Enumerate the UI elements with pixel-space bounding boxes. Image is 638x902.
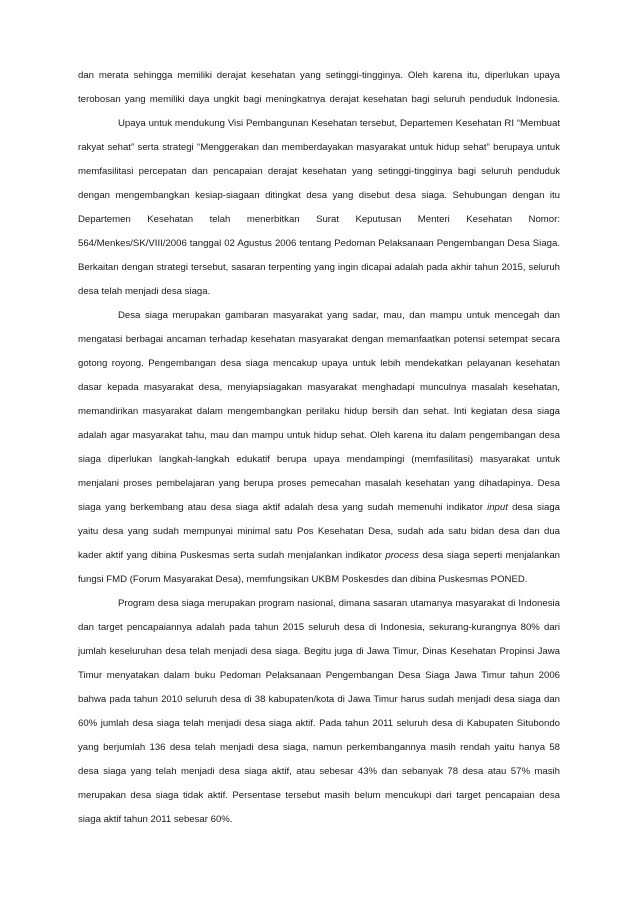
text-line: adalah agar masyarakat tahu, mau dan mampu untuk hidup sehat. Oleh karena itu dalam pengembangan desa <box>78 430 560 441</box>
text-line: memandirikan masyarakat dalam mengembangkan perilaku hidup bersih dan sehat. Inti kegiatan desa siaga <box>78 406 560 417</box>
document-page <box>78 64 560 832</box>
text-line: siaga aktif tahun 2011 sebesar 60%. <box>78 814 233 825</box>
text-segment: kader aktif yang dibina Puskesmas serta sudah menjalankan indikator <box>78 550 386 561</box>
text-segment: desa siaga <box>507 502 560 513</box>
text-line: terobosan yang memiliki daya ungkit bagi meningkatnya derajat kesehatan bagi seluruh penduduk Indonesia. <box>78 94 560 105</box>
text-line <box>78 544 560 568</box>
italic-term: process <box>385 550 419 561</box>
text-line: fungsi FMD (Forum Masyarakat Desa), memfungsikan UKBM Poskesdes dan dibina Puskesmas PONED. <box>78 574 528 585</box>
text-line: yaitu desa yang sudah mempunyai minimal satu Pos Kesehatan Desa, sudah ada satu bidan desa dan dua <box>78 526 560 537</box>
text-segment: siaga yang berkembang atau desa siaga aktif adalah desa yang sudah memenuhi indikator <box>78 502 488 513</box>
text-line: jumlah keseluruhan desa telah menjadi desa siaga. Begitu juga di Jawa Timur, Dinas Kesehatan Propinsi Jawa <box>78 646 560 657</box>
text-line: desa siaga yang telah menjadi desa siaga aktif, atau sebesar 43% dan sebanyak 78 desa atau 57% masih <box>78 766 560 777</box>
text-line: Departemen Kesehatan telah menerbitkan Surat Keputusan Menteri Kesehatan Nomor: <box>78 214 560 225</box>
text-line: dengan mengembangkan kesiap-siagaan ditingkat desa yang disebut desa siaga. Sehubungan dengan itu <box>78 190 560 201</box>
text-line <box>78 496 560 520</box>
text-line: mengatasi berbagai ancaman terhadap kesehatan masyarakat dengan memanfaatkan potensi setempat secara <box>78 334 560 345</box>
text-line: merupakan desa siaga tidak aktif. Persentase tersebut masih belum mencukupi dari target pencapaian desa <box>78 790 560 801</box>
italic-term: input <box>487 502 508 513</box>
text-line: yang berjumlah 136 desa telah menjadi desa siaga, namun perkembangannya masih rendah yaitu hanya 58 <box>78 742 560 753</box>
text-line: memfasilitasi percepatan dan pencapaian derajat kesehatan yang setinggi-tingginya bagi seluruh penduduk <box>78 166 560 177</box>
text-line: Timur menyatakan dalam buku Pedoman Pelaksanaan Pengembangan Desa Siaga Jawa Timur tahun 2006 <box>78 670 560 681</box>
text-segment: desa siaga seperti menjalankan <box>418 550 560 561</box>
text-line: dan merata sehingga memiliki derajat kesehatan yang setinggi-tingginya. Oleh karena itu, diperlukan upaya <box>78 70 560 81</box>
text-line: rakyat sehat” serta strategi “Menggerakan dan memberdayakan masyarakat untuk hidup sehat” berupaya untuk <box>78 142 560 153</box>
text-line: desa telah menjadi desa siaga. <box>78 286 211 297</box>
text-line: Berkaitan dengan strategi tersebut, sasaran terpenting yang ingin dicapai adalah pada akhir tahun 2015, seluruh <box>78 262 560 273</box>
text-line: bahwa pada tahun 2010 seluruh desa di 38 kabupaten/kota di Jawa Timur harus sudah menjadi desa siaga dan <box>78 694 560 705</box>
text-line: menjalani proses pembelajaran yang berupa proses pemecahan masalah kesehatan yang dihadapinya. Desa <box>78 478 560 489</box>
text-line: 564/Menkes/SK/VIII/2006 tanggal 02 Agustus 2006 tentang Pedoman Pelaksanaan Pengembangan Desa Siaga. <box>78 238 560 249</box>
text-line: 60% jumlah desa siaga telah menjadi desa siaga aktif. Pada tahun 2011 seluruh desa di Kabupaten Situbondo <box>78 718 560 729</box>
text-line: Program desa siaga merupakan program nasional, dimana sasaran utamanya masyarakat di Indonesia <box>118 598 560 609</box>
text-line: gotong royong. Pengembangan desa siaga mencakup upaya untuk lebih mendekatkan pelayanan kesehatan <box>78 358 560 369</box>
text-line: dan target pencapaiannya adalah pada tahun 2015 seluruh desa di Indonesia, sekurang-kurangnya 80% dari <box>78 622 560 633</box>
text-line: Desa siaga merupakan gambaran masyarakat yang sadar, mau, dan mampu untuk mencegah dan <box>118 310 560 321</box>
text-line: siaga diperlukan langkah-langkah edukatif berupa upaya mendampingi (memfasilitasi) masyarakat untuk <box>78 454 560 465</box>
text-line: dasar kepada masyarakat desa, menyiapsiagakan masyarakat menghadapi munculnya masalah kesehatan, <box>78 382 560 393</box>
text-line: Upaya untuk mendukung Visi Pembangunan Kesehatan tersebut, Departemen Kesehatan RI “Membuat <box>118 118 560 129</box>
